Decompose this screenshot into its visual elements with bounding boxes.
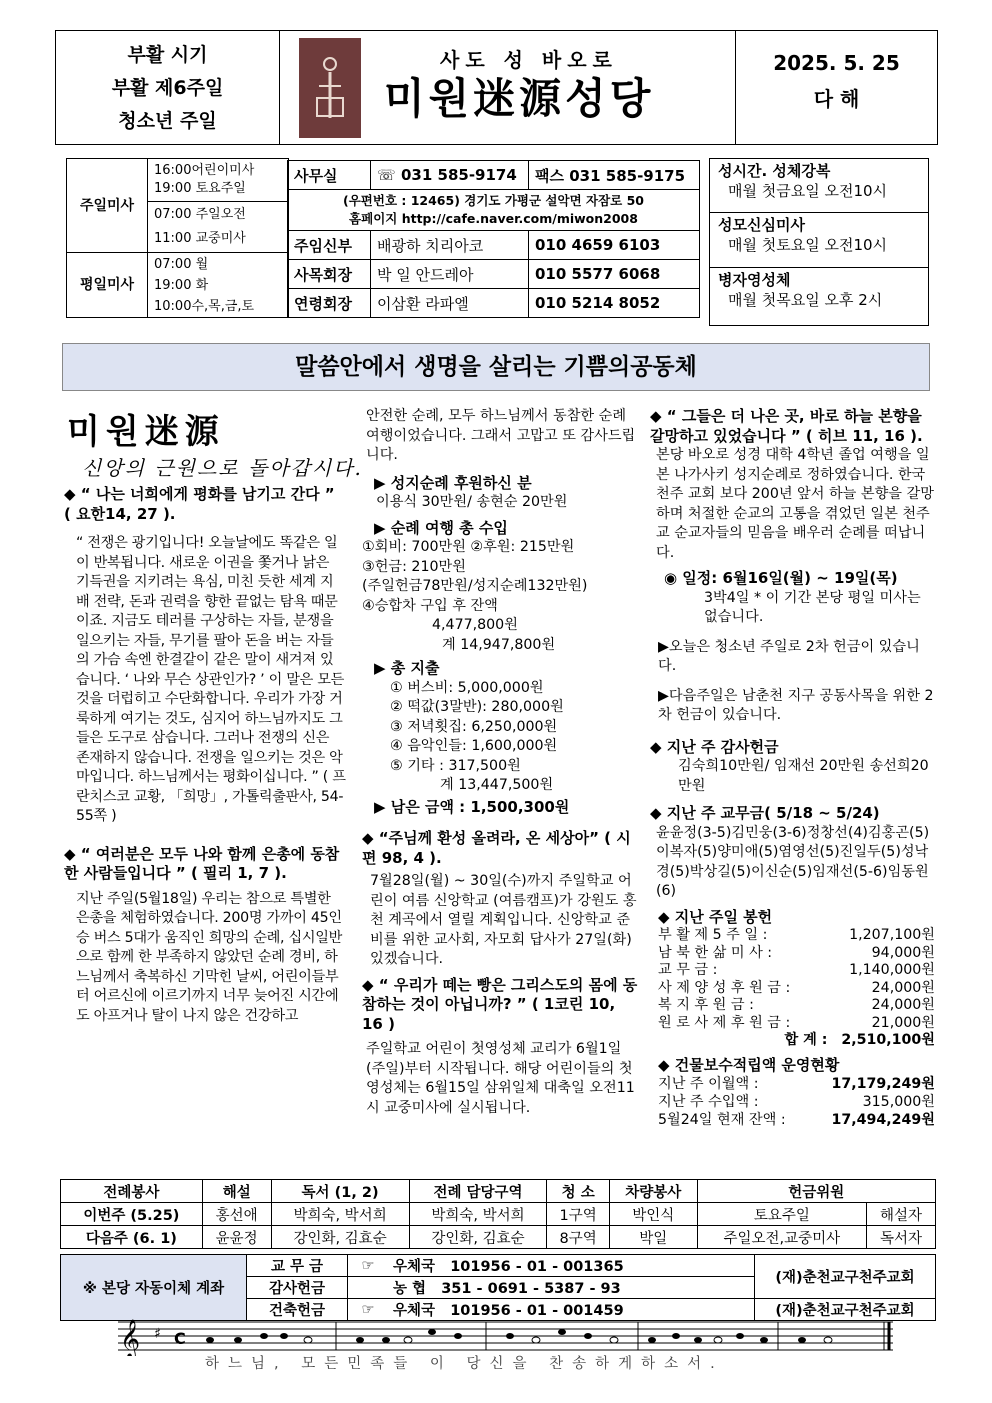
person-tel: 010 4659 6103 (529, 231, 700, 260)
expense-list (362, 679, 640, 796)
parish-motto-banner: 말씀안에서 생명을 살리는 기쁨의공동체 (62, 343, 930, 391)
section-title: ◆ “ 그들은 더 나은 곳, 바로 하늘 본향을 갈망하고 있었습니다 ” ( 히브 11, 16 ). (650, 407, 923, 445)
service-roster-table (60, 1179, 936, 1249)
person-tel: 010 5214 8052 (529, 289, 700, 318)
offering-total-label: 합 계 : (784, 1032, 828, 1048)
pointing-hand-icon: ☞ (348, 1299, 389, 1321)
notice: ▶다음주일은 남춘천 지구 공동사목을 위한 2차 헌금이 있습니다. (658, 687, 934, 723)
role: 주임신부 (288, 231, 371, 260)
section-body: 안전한 순례, 모두 하느님께서 동참한 순례 여행이었습니다. 그래서 고맙고 또 감사드립니다. (366, 408, 636, 463)
offering-amount: 24,000원 (871, 979, 935, 996)
office-phone: ☏ 031 585-9174 (371, 161, 529, 190)
roster-heading: 청 소 (547, 1180, 609, 1203)
offering-total: 2,510,100원 (841, 1032, 935, 1048)
fund-label: 지난 주 수입액 : (658, 1094, 759, 1110)
section-title: ▶ 성지순례 후원하신 분 (374, 473, 532, 492)
income-line: ③헌금: 210만원 (362, 558, 466, 575)
offering-row (658, 997, 935, 1015)
roster-cell: 강인화, 김효순 (271, 1226, 409, 1249)
roster-cell: 강인화, 김효순 (409, 1226, 547, 1249)
week: 부활 제6주일 (111, 77, 224, 99)
hymn-lyrics: 하느님, 모든민족들 이 당신을 찬송하게하소서. (205, 1356, 724, 1372)
offering-amount: 1,207,100원 (849, 927, 935, 943)
office-contact-table (287, 160, 700, 318)
roster-cell: 다음주 (6. 1) (61, 1226, 203, 1249)
pointing-hand-icon: ☞ (348, 1255, 389, 1277)
roster-heading: 헌금위원 (697, 1180, 935, 1203)
offering-row (658, 1015, 935, 1033)
bank-name: 우체국 (393, 1303, 436, 1319)
svg-text:♯: ♯ (154, 1326, 161, 1342)
fund-amount: 315,000원 (862, 1094, 935, 1110)
devotion-item (709, 213, 929, 268)
bank-name: 우체국 (393, 1259, 436, 1275)
offering-label: 원 로 사 제 후 원 금 : (658, 1014, 791, 1031)
section-title: ◆ 지난 주 교무금( 5/18 ~ 5/24) (650, 804, 880, 822)
income-total: 계 14,947,800원 (442, 636, 556, 653)
expense-line: ③ 저녁횟집: 6,250,000원 (390, 718, 558, 735)
roster-cell: 이번주 (5.25) (61, 1203, 203, 1226)
homepage-link[interactable]: 홈페이지 http://cafe.naver.com/miwon2008 (349, 211, 638, 226)
section-body: 7월28일(월) ~ 30일(수)까지 주일학교 어린이 여름 신앙학교 (여름캠프)가 강원도 홍천 계곡에서 열릴 계획입니다. 신앙학교 준비를 위한 교사회, 자모회 답사가 27일(화) 있겠습니다. (370, 873, 637, 967)
roster-cell: 독서자 (867, 1226, 936, 1249)
offering-amount: 21,000원 (871, 1014, 935, 1031)
liturgical-season-box (55, 30, 280, 145)
income-line: (주일헌금78만원/성지순례132만원) (362, 578, 588, 594)
table-row (61, 1203, 936, 1226)
roster-cell: 8구역 (547, 1226, 609, 1249)
devotion-schedule (709, 158, 929, 326)
bank-purpose: 교 무 금 (247, 1255, 348, 1277)
table-row (61, 1226, 936, 1249)
church-subtitle: 사도 성 바오로 (440, 48, 618, 72)
bank-purpose: 감사헌금 (247, 1277, 348, 1299)
office-label: 사무실 (288, 161, 371, 190)
devotion-item (709, 158, 929, 213)
account-holder: (재)춘천교구천주교회 (755, 1299, 936, 1321)
column-2 (362, 407, 640, 1118)
person-name: 이삼환 라파엘 (371, 289, 529, 318)
section-title: ◆ “ 여러분은 모두 나와 함께 은총에 동참한 사람들입니다 ” ( 필리 1, 7 ). (64, 844, 340, 882)
year-cycle: 다 해 (813, 87, 860, 111)
expense-line: ④ 음악인들: 1,600,000원 (390, 738, 558, 754)
section-body: 주일학교 어린이 첫영성체 교리가 6월1일(주일)부터 시작됩니다. 해당 어린이들의 첫영성체는 6월15일 삼위일체 대축일 오전11시 교중미사에 실시됩니다. (366, 1041, 635, 1116)
weekday-mass-label: 평일미사 (67, 253, 148, 318)
expense-total: 계 13,447,500원 (440, 777, 554, 793)
bank-account (388, 1277, 755, 1299)
weekday-time: 19:00 화 (154, 277, 209, 293)
bank-account (388, 1255, 755, 1277)
roster-heading: 차량봉사 (609, 1180, 697, 1203)
offering-amount: 1,140,000원 (849, 962, 935, 978)
devotion-title: 병자영성체 (718, 271, 791, 289)
offering-list (650, 927, 935, 1050)
offering-label: 사 제 양 성 후 원 금 : (658, 979, 791, 996)
roster-cell: 박희숙, 박서희 (409, 1203, 547, 1226)
office-address: (우편번호 : 12465) 경기도 가평군 설악면 자잠로 50 (343, 193, 644, 208)
roster-heading: 전례봉사 (61, 1180, 203, 1203)
remaining-amount: ▶ 남은 금액 : 1,500,300원 (374, 797, 570, 816)
mass-schedule-table (66, 158, 289, 318)
income-list (362, 538, 640, 655)
sunday-time: 07:00 주일오전 (154, 207, 246, 222)
fund-label: 지난 주 이월액 : (658, 1076, 759, 1092)
devotion-title: 성시간. 성체강복 (718, 162, 831, 180)
svg-text:𝄞: 𝄞 (120, 1319, 141, 1356)
offering-label: 남 북 한 삶 미 사 : (658, 944, 773, 961)
offering-total-row (658, 1032, 935, 1050)
svg-text:C: C (174, 1329, 186, 1348)
section-title: ◆ “주님께 환성 올려라, 온 세상아” ( 시편 98, 4 ). (362, 829, 631, 867)
roster-cell: 홍선애 (202, 1203, 271, 1226)
roster-cell: 박인식 (609, 1203, 697, 1226)
roster-heading: 전례 담당구역 (409, 1180, 547, 1203)
bank-transfer-table (60, 1254, 936, 1321)
offering-row (658, 945, 935, 963)
expense-line: ② 떡값(3말반): 280,000원 (390, 699, 564, 715)
account-number: 101956 - 01 - 001365 (450, 1259, 624, 1275)
roster-heading: 해설 (202, 1180, 271, 1203)
offering-row (658, 962, 935, 980)
section-body: “ 전쟁은 광기입니다! 오늘날에도 똑같은 일이 반복됩니다. 새로운 이권을 쫓거나 낡은 기득권을 지키려는 욕심, 미친 듯한 세계 지배 전략, 돈과 권력을 향한 끝없는 탐욕 때문이죠. 지금도 테러를 구상하는 자들, 분쟁을 일으키는 자들, 무기를 팔아 돈을 버는 자들의 가슴 속엔 한결같이 같은 말이 새겨져 있습니다. ‘ 나와 무슨 상관인가? ’ 이 말은 모든 것을 더럽히고 수단화합니다. 우리가 가장 거룩하게 여기는 것도, 심지어 하느님까지도 그들은 도구로 삼습니다. 그러나 전쟁의 신은 존재하지 않습니다. 전쟁을 일으키는 것은 악마입니다. 하느님께서는 평화이십니다. ” ( 프란치스코 교황, 「희망」, 가톨릭출판사, 54-55쪽 ) (76, 535, 346, 824)
roster-cell: 해설자 (867, 1203, 936, 1226)
person-tel: 010 5577 6068 (529, 260, 700, 289)
calligraphy-subtitle: 신앙의 근원으로 돌아갑시다. (82, 456, 363, 480)
offering-amount: 24,000원 (871, 997, 935, 1013)
income-line: ④승합차 구입 후 잔액 (362, 597, 498, 614)
church-logo-icon (299, 38, 361, 138)
person-name: 박 일 안드레아 (371, 260, 529, 289)
role: 연령회장 (288, 289, 371, 318)
offering-row (658, 927, 935, 945)
sunday-time: 11:00 교중미사 (154, 231, 246, 246)
devotion-item (709, 268, 929, 326)
devotion-detail: 매월 첫금요일 오전10시 (728, 182, 888, 200)
fax-number: 031 585-9175 (569, 166, 686, 185)
church-name: 미원迷源성당 (384, 74, 655, 123)
roster-cell: 윤윤정 (202, 1226, 271, 1249)
devotion-title: 성모신심미사 (718, 216, 805, 234)
offering-label: 부 활 제 5 주 일 : (658, 927, 768, 943)
section-title: ▶ 총 지출 (374, 659, 440, 677)
account-holder: (재)춘천교구천주교회 (755, 1255, 936, 1299)
section-body: 본당 바오로 성경 대학 4학년 졸업 여행을 일본 나가사키 성지순례로 정하였습니다. 한국 천주 교회 보다 200년 앞서 하늘 본향을 갈망하며 처절한 순교의 고통을 겪었던 일본 천주교 순교자들의 믿음을 배우러 순례를 떠납니다. (656, 447, 934, 561)
section-title: ▶ 순례 여행 총 수입 (374, 518, 508, 537)
roster-heading: 독서 (1, 2) (271, 1180, 409, 1203)
theme-sunday: 청소년 주일 (118, 110, 217, 132)
notice: ▶오늘은 청소년 주일로 2차 헌금이 있습니다. (658, 638, 920, 674)
building-fund-list (650, 1075, 935, 1129)
fund-row (658, 1075, 935, 1093)
account-number: 101956 - 01 - 001459 (450, 1303, 624, 1319)
section-body: 지난 주일(5월18일) 우리는 참으로 특별한 은총을 체험하였습니다. 200명 가까이 45인승 버스 5대가 움직인 희망의 순례, 십시일반으로 함께 한 부족하지 않았던 순례 경비, 하느님께서 축복하신 기막힌 날씨, 어린이들부터 어르신에 이르기까지 너무 늦어진 시간에도 아프거나 탈이 나지 않은 건강하고 (76, 890, 343, 1024)
roster-cell: 토요주일 (697, 1203, 867, 1226)
offering-amount: 94,000원 (871, 944, 935, 961)
role: 사목회장 (288, 260, 371, 289)
season: 부활 시기 (127, 44, 208, 66)
offering-row (658, 980, 935, 998)
thanks-list: 김숙희10만원/ 임재선 20만원 송선희20만원 (678, 758, 929, 794)
roster-cell: 박일 (609, 1226, 697, 1249)
fund-label: 5월24일 현재 잔액 : (658, 1112, 786, 1128)
fund-amount: 17,179,249원 (831, 1076, 935, 1092)
hymn-staff (118, 1318, 893, 1356)
section-title: ◆ 지난 주일 봉헌 (658, 907, 773, 926)
expense-line: ⑤ 기타 : 317,500원 (390, 757, 521, 774)
offering-label: 교 무 금 : (658, 962, 718, 978)
offering-label: 복 지 후 원 금 : (658, 997, 754, 1013)
bank-label: ※ 본당 자동이체 계좌 (61, 1255, 247, 1321)
fund-amount: 17,494,249원 (831, 1112, 935, 1128)
expense-line: ① 버스비: 5,000,000원 (390, 679, 544, 696)
fund-row (658, 1111, 935, 1129)
fund-row (658, 1093, 935, 1111)
pilgrimage-schedule: ◉ 일정: 6월16일(월) ~ 19일(목) (664, 569, 898, 587)
roster-cell: 1구역 (547, 1203, 609, 1226)
section-title: ◆ 지난 주 감사헌금 (650, 737, 779, 756)
sunday-time: 19:00 토요주일 (154, 181, 246, 196)
date-box (735, 30, 938, 145)
fax-label: 팩스 (535, 166, 564, 185)
section-title: ◆ 건물보수적립액 운영현황 (658, 1055, 840, 1074)
bank-name: 농 협 (393, 1281, 427, 1297)
column-1 (64, 485, 346, 1026)
roster-header (61, 1180, 936, 1203)
person-name: 배광하 치리아코 (371, 231, 529, 260)
devotion-detail: 매월 첫토요일 오전10시 (728, 236, 888, 254)
roster-cell: 주일오전,교중미사 (697, 1226, 867, 1249)
calligraphy-title: 미원迷源 (67, 412, 225, 452)
income-line: 4,477,800원 (432, 617, 518, 633)
sunday-mass-label: 주일미사 (67, 159, 148, 253)
sunday-time: 16:00어린이미사 (154, 163, 255, 178)
account-number: 351 - 0691 - 5387 - 93 (441, 1281, 621, 1297)
weekday-time: 07:00 월 (154, 256, 209, 272)
dues-list: 윤윤정(3-5)김민웅(3-6)정창선(4)김홍곤(5)이복자(5)양미애(5)염영선(5)진일두(5)성낙경(5)박상길(5)이신순(5)임재선(5-6)임동원(6) (656, 824, 930, 899)
office-fax (529, 161, 700, 190)
section-title: ◆ “ 나는 너희에게 평화를 남기고 간다 ” ( 요한14, 27 ). (64, 485, 335, 523)
section-title: ◆ “ 우리가 떼는 빵은 그리스도의 몸에 동참하는 것이 아닙니까? ” ( 1코린 10, 16 ) (362, 975, 638, 1033)
bank-purpose: 건축헌금 (247, 1299, 348, 1321)
sponsor-list: 이용식 30만원/ 송현순 20만원 (376, 494, 568, 510)
column-3 (650, 407, 935, 1129)
roster-cell: 박희숙, 박서희 (271, 1203, 409, 1226)
bulletin-date: 2025. 5. 25 (773, 51, 900, 75)
weekday-time: 10:00수,목,금,토 (154, 298, 255, 314)
devotion-detail: 매월 첫목요일 오후 2시 (728, 291, 883, 309)
income-line: ①회비: 700만원 ②후원: 215만원 (362, 539, 575, 555)
schedule-note: 3박4일 * 이 기간 본당 평일 미사는 없습니다. (704, 589, 921, 625)
